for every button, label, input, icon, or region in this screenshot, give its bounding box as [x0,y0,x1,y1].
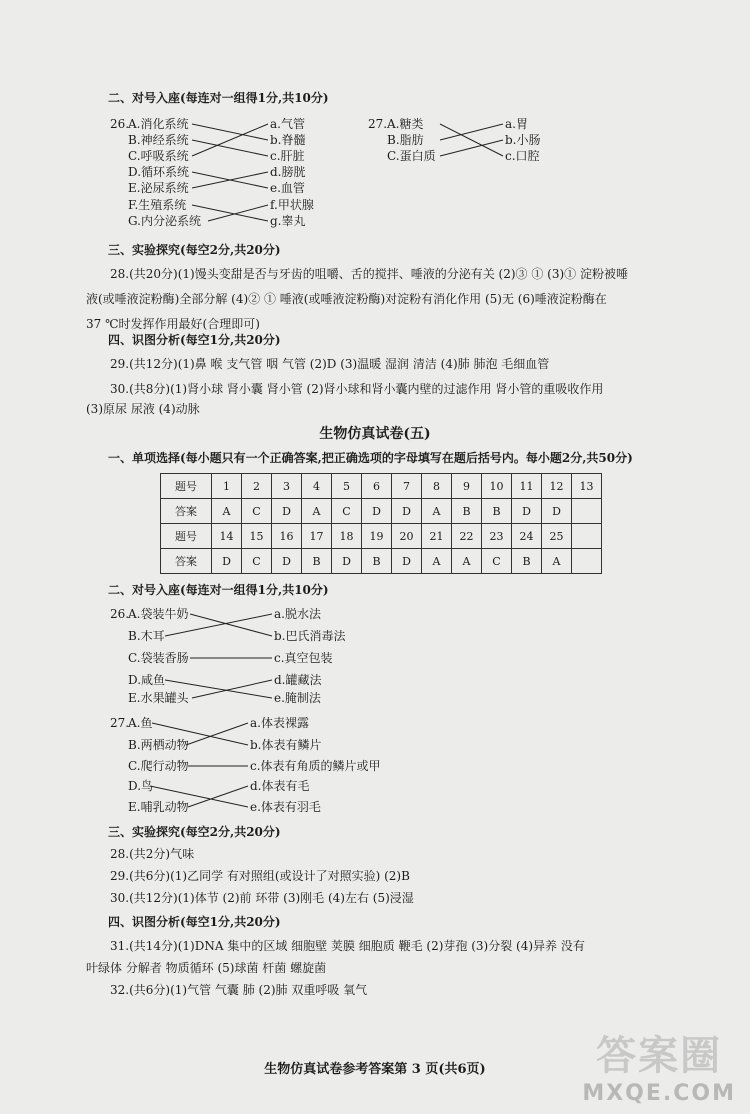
table-cell: 22 [452,524,482,549]
watermark-top-text: 答案圈 [596,1033,723,1079]
match-line [192,124,268,156]
section-title-diagram-2: 四、识图分析(每空1分,共20分) [108,915,281,929]
table-cell: 7 [392,474,422,499]
table-cell: D [392,549,422,574]
table-cell: C [242,549,272,574]
q26-left-e: E.泌尿系统 [128,181,189,195]
table-cell: A [212,499,242,524]
table-cell: 1 [212,474,242,499]
table-cell: 答案 [161,499,212,524]
section-title-single-choice: 一、单项选择(每小题只有一个正确答案,把正确选项的字母填写在题后括号内。每小题2分,共50分) [108,451,633,465]
table-cell: D [272,499,302,524]
q27-number: 27. [368,117,388,131]
match-line [440,140,503,156]
q26-right-c: c.肝脏 [270,149,305,163]
table-cell: 15 [242,524,272,549]
table-cell: 11 [512,474,542,499]
table-cell: 18 [332,524,362,549]
page-footer: 生物仿真试卷参考答案第 3 页(共6页) [264,1062,486,1077]
q27b-left-a: A.鱼 [128,716,153,730]
q27-right-b: b.小肠 [505,133,541,147]
table-cell: 14 [212,524,242,549]
section-title-matching: 二、对号入座(每连对一组得1分,共10分) [108,91,329,105]
q31-line-1: 31.(共14分)(1)DNA 集中的区域 细胞壁 荚膜 细胞质 鞭毛 (2)芽孢 (3)分裂 (4)异养 没有 [110,939,585,953]
table-cell: 5 [332,474,362,499]
q27b-left-d: D.鸟 [128,779,154,793]
table-cell: 23 [482,524,512,549]
table-cell: C [242,499,272,524]
table-cell: D [512,499,542,524]
q26-number: 26. [110,117,130,131]
table-cell: D [542,499,572,524]
table-cell: 16 [272,524,302,549]
watermark-bottom-text: MXQE.COM [582,1081,736,1106]
watermark-logo [582,1024,736,1106]
q28-line-3: 37 ℃时发挥作用最好(合理即可) [86,317,260,331]
q31-line-2: 叶绿体 分解者 物质循环 (5)球菌 杆菌 螺旋菌 [86,961,327,975]
match-line [192,140,268,156]
table-cell: D [272,549,302,574]
table-cell: B [452,499,482,524]
table-cell: 3 [272,474,302,499]
q26-left-d: D.循环系统 [128,165,190,179]
q30b-answer: 30.(共12分)(1)体节 (2)前 环带 (3)刚毛 (4)左右 (5)浸湿 [110,891,414,905]
table-cell: C [332,499,362,524]
table-cell: A [302,499,332,524]
match-line [192,680,272,698]
q26-right-d: d.膀胱 [270,165,306,179]
q26b-right-e: e.腌制法 [274,691,321,705]
q26-left-f: F.生殖系统 [128,198,187,212]
q30-line-1: 30.(共8分)(1)肾小球 肾小囊 肾小管 (2)肾小球和肾小囊内壁的过滤作用 肾小管的重吸收作用 [110,382,604,396]
table-cell: A [422,549,452,574]
q28-line-1: 28.(共20分)(1)馒头变甜是否与牙齿的咀嚼、舌的搅拌、唾液的分泌有关 (2)③ ① (3)① 淀粉被唾 [110,267,628,281]
q26-right-a: a.气管 [270,117,305,131]
q26b-number: 26. [110,607,130,621]
q26-right-e: e.血管 [270,181,305,195]
table-cell: 题号 [161,524,212,549]
q27-right-a: a.胃 [505,117,528,131]
section-title-diagram: 四、识图分析(每空1分,共20分) [108,333,281,347]
table-cell: 24 [512,524,542,549]
section-title-experiment-2: 三、实验探究(每空2分,共20分) [108,825,281,839]
q26b-left-e: E.水果罐头 [128,691,189,705]
q26b-left-c: C.袋装香肠 [128,651,189,665]
table-cell: A [452,549,482,574]
table-cell: 12 [542,474,572,499]
q27b-right-d: d.体表有毛 [250,779,310,793]
q26-left-g: G.内分泌系统 [128,214,201,228]
table-cell: D [212,549,242,574]
table-cell: 19 [362,524,392,549]
table-cell: 21 [422,524,452,549]
match-line [440,124,503,156]
q26b-right-a: a.脱水法 [274,607,321,621]
q29b-answer: 29.(共6分)(1)乙同学 有对照组(或设计了对照实验) (2)B [110,869,410,883]
q27-left-c: C.蛋白质 [387,149,436,163]
match-line [165,614,272,636]
q26b-left-a: A.袋装牛奶 [128,607,189,621]
table-cell: A [542,549,572,574]
table-cell: 10 [482,474,512,499]
table-cell: B [512,549,542,574]
paper-title: 生物仿真试卷(五) [319,426,431,442]
q26-right-g: g.睾丸 [270,214,306,228]
q27b-left-e: E.哺乳动物 [128,800,189,814]
match-line [186,723,248,745]
q32-answer: 32.(共6分)(1)气管 气囊 肺 (2)肺 双重呼吸 氧气 [110,983,368,997]
section-title-experiment: 三、实验探究(每空2分,共20分) [108,243,281,257]
table-cell: A [422,499,452,524]
table-cell: 4 [302,474,332,499]
q30-line-2: (3)原尿 尿液 (4)动脉 [86,402,200,416]
match-line [192,124,268,140]
q27-right-c: c.口腔 [505,149,540,163]
q26b-left-d: D.咸鱼 [128,673,166,687]
section-title-matching-2: 二、对号入座(每连对一组得1分,共10分) [108,583,329,597]
table-cell: 题号 [161,474,212,499]
table-cell: 2 [242,474,272,499]
table-cell: 9 [452,474,482,499]
table-cell: B [302,549,332,574]
match-line [190,614,272,636]
table-cell: 17 [302,524,332,549]
q27-left-b: B.脂肪 [387,133,424,147]
table-cell: 20 [392,524,422,549]
q26b-right-c: c.真空包装 [274,651,333,665]
q29-answer: 29.(共12分)(1)鼻 喉 支气管 咽 气管 (2)D (3)温暖 湿润 清洁 (4)肺 肺泡 毛细血管 [110,357,550,371]
q26-right-f: f.甲状腺 [270,198,314,212]
match-line [150,786,248,807]
q28-line-2: 液(或唾液淀粉酶)全部分解 (4)② ① 唾液(或唾液淀粉酶)对淀粉有消化作用 (5)无 (6)唾液淀粉酶在 [86,292,607,306]
match-line [440,124,503,140]
q27b-right-e: e.体表有羽毛 [250,800,321,814]
table-cell: 8 [422,474,452,499]
q26b-right-b: b.巴氏消毒法 [274,629,346,643]
table-cell: 13 [572,474,602,499]
q26b-right-d: d.罐藏法 [274,673,322,687]
match-line [165,680,272,698]
table-cell: D [362,499,392,524]
q27b-number: 27. [110,716,130,730]
q26-left-b: B.神经系统 [128,133,189,147]
table-cell: 6 [362,474,392,499]
table-cell: 答案 [161,549,212,574]
q27b-left-c: C.爬行动物 [128,759,189,773]
table-cell: D [332,549,362,574]
table-cell: C [482,549,512,574]
q27b-right-b: b.体表有鳞片 [250,738,322,752]
table-cell: 25 [542,524,572,549]
q27b-right-a: a.体表裸露 [250,716,309,730]
match-line [152,723,248,745]
q26-left-a: A.消化系统 [128,117,189,131]
q28b-answer: 28.(共2分)气味 [110,847,195,861]
q26-right-b: b.脊髓 [270,133,306,147]
table-cell: D [392,499,422,524]
q27-left-a: A.糖类 [387,117,424,131]
q27b-left-b: B.两栖动物 [128,738,189,752]
table-cell: B [482,499,512,524]
match-line [192,205,268,221]
q26b-left-b: B.木耳 [128,629,165,643]
q27b-right-c: c.体表有角质的鳞片或甲 [250,759,381,773]
table-cell: B [362,549,392,574]
q26-left-c: C.呼吸系统 [128,149,189,163]
